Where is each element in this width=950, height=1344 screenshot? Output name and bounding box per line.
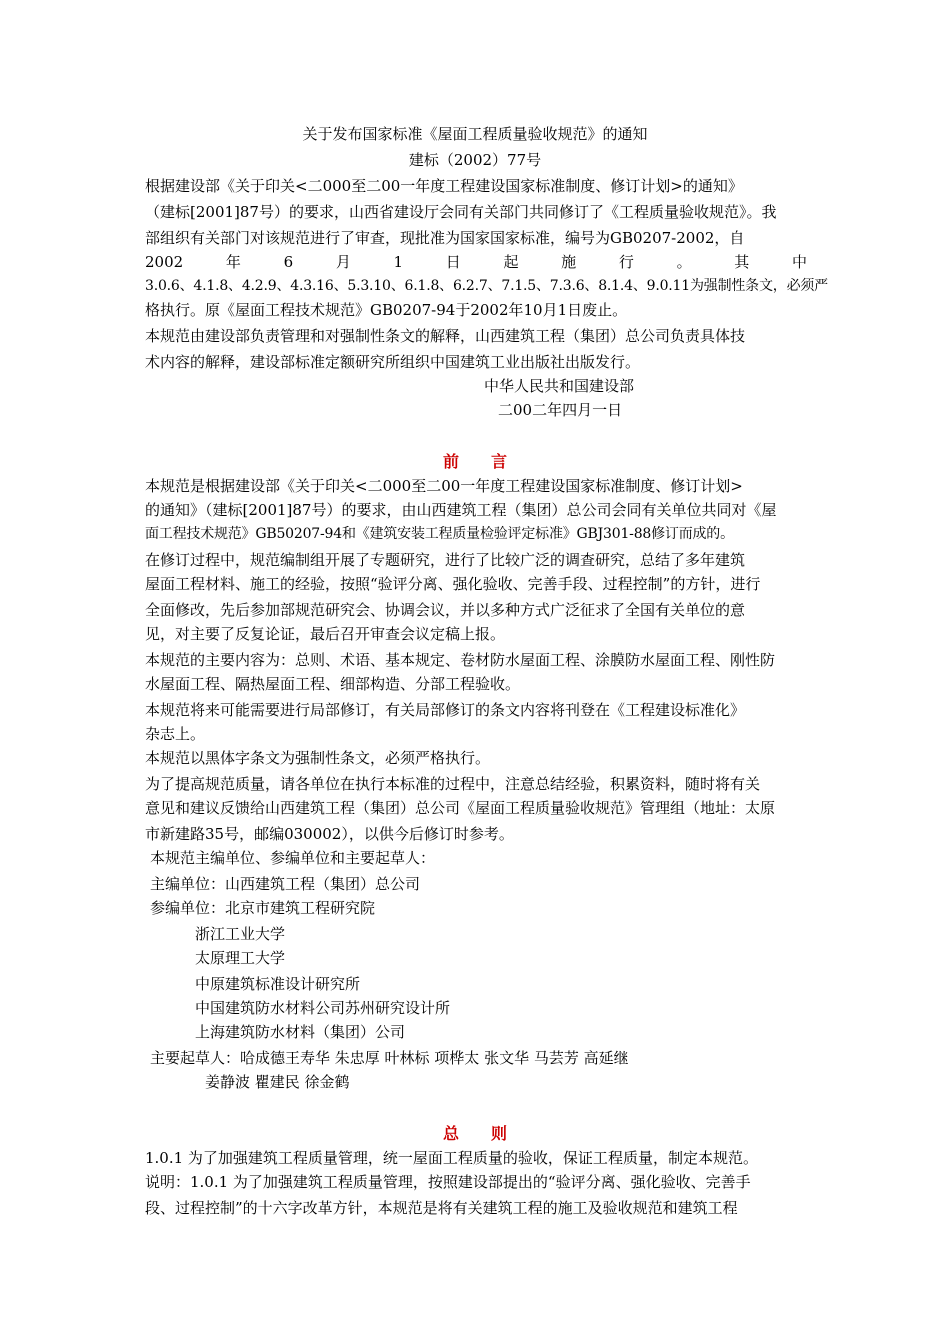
notice-paragraph-line: 术内容的解释，建设部标准定额研究所组织中国建筑工业出版社出版发行。 bbox=[145, 353, 641, 371]
general-heading: 总 则 bbox=[442, 1124, 507, 1143]
preface-heading: 前 言 bbox=[442, 452, 507, 471]
date-token: 1 bbox=[393, 253, 404, 271]
drafters-line: 姜静波 瞿建民 徐金鹤 bbox=[205, 1073, 350, 1091]
notice-paragraph-line: 3.0.6、4.1.8、4.2.9、4.3.16、5.3.10、6.1.8、6.2.7、7.1.5、7.3.6、8.1.4、9.0.11为强制性条文，必须严 bbox=[145, 278, 828, 294]
preface-line: 为了提高规范质量，请各单位在执行本标准的过程中，注意总结经验，积累资料，随时将有关 bbox=[145, 775, 761, 793]
date-token: 起 bbox=[503, 253, 519, 271]
general-line: 说明：1.0.1 为了加强建筑工程质量管理，按照建设部提出的“验评分离、强化验收、完善手 bbox=[145, 1173, 751, 1191]
participating-unit: 太原理工大学 bbox=[195, 949, 286, 967]
date-token: 日 bbox=[445, 253, 461, 271]
date-token: 月 bbox=[335, 253, 351, 271]
notice-paragraph-line: 根据建设部《关于印关<二000至二00一年度工程建设国家标准制度、修订计划>的通知》 bbox=[145, 177, 743, 195]
preface-line: 本规范是根据建设部《关于印关<二000至二00一年度工程建设国家标准制度、修订计划> bbox=[145, 477, 743, 495]
participating-unit: 中国建筑防水材料公司苏州研究设计所 bbox=[195, 999, 451, 1017]
preface-line: 本规范的主要内容为：总则、术语、基本规定、卷材防水屋面工程、涂膜防水屋面工程、刚性防 bbox=[145, 651, 776, 669]
date-token: 年 bbox=[225, 253, 241, 271]
notice-date: 二00二年四月一日 bbox=[498, 401, 623, 419]
notice-title: 关于发布国家标准《屋面工程质量验收规范》的通知 bbox=[302, 125, 648, 143]
drafters-line: 主要起草人：哈成德王寿华 朱忠厚 叶林标 项桦太 张文华 马芸芳 高延继 bbox=[150, 1049, 629, 1067]
participating-unit: 中原建筑标准设计研究所 bbox=[195, 975, 361, 993]
preface-line: 在修订过程中，规范编制组开展了专题研究，进行了比较广泛的调查研究，总结了多年建筑 bbox=[145, 551, 746, 569]
preface-line: 意见和建议反馈给山西建筑工程（集团）总公司《屋面工程质量验收规范》管理组（地址：太原 bbox=[145, 799, 776, 817]
preface-line: 本规范将来可能需要进行局部修订，有关局部修订的条文内容将刊登在《工程建设标准化》 bbox=[145, 701, 746, 719]
preface-line: 见，对主要了反复论证，最后召开审查会议定稿上报。 bbox=[145, 625, 506, 643]
preface-line: 市新建路35号，邮编030002），以供今后修订时参考。 bbox=[145, 825, 514, 843]
notice-doc-number: 建标（2002）77号 bbox=[408, 151, 542, 169]
date-token: 行 bbox=[618, 253, 634, 271]
general-line: 段、过程控制”的十六字改革方针，本规范是将有关建筑工程的施工及验收规范和建筑工程 bbox=[145, 1199, 738, 1217]
notice-paragraph-line: 格执行。原《屋面工程技术规范》GB0207-94于2002年10月1日废止。 bbox=[145, 301, 628, 319]
preface-line: 水屋面工程、隔热屋面工程、细部构造、分部工程验收。 bbox=[145, 675, 521, 693]
date-token: 。 bbox=[676, 253, 692, 271]
notice-issuer: 中华人民共和国建设部 bbox=[484, 377, 635, 395]
participating-unit: 浙江工业大学 bbox=[195, 925, 286, 943]
date-token: 其 bbox=[734, 253, 750, 271]
notice-paragraph-line: 本规范由建设部负责管理和对强制性条文的解释，山西建筑工程（集团）总公司负责具体技 bbox=[145, 327, 746, 345]
date-token: 施 bbox=[561, 253, 577, 271]
preface-line: 全面修改，先后参加部规范研究会、协调会议，并以多种方式广泛征求了全国有关单位的意 bbox=[145, 601, 746, 619]
date-token: 6 bbox=[283, 253, 294, 271]
preface-line: 面工程技术规范》GB50207-94和《建筑安装工程质量检验评定标准》GBJ301-88修订而成的。 bbox=[145, 526, 734, 542]
contributors-intro: 本规范主编单位、参编单位和主要起草人： bbox=[150, 849, 436, 867]
notice-paragraph-line: （建标[2001]87号）的要求，山西省建设厅会同有关部门共同修订了《工程质量验收规范》。我 bbox=[145, 203, 777, 221]
chief-unit: 主编单位：山西建筑工程（集团）总公司 bbox=[150, 875, 421, 893]
participating-unit: 上海建筑防水材料（集团）公司 bbox=[195, 1023, 406, 1041]
participating-units-label: 参编单位：北京市建筑工程研究院 bbox=[150, 899, 376, 917]
date-token: 2002 bbox=[145, 253, 184, 271]
notice-paragraph-line: 部组织有关部门对该规范进行了审查，现批准为国家国家标准，编号为GB0207-2002，自 bbox=[145, 229, 745, 247]
date-token: 中 bbox=[791, 253, 807, 271]
preface-line: 本规范以黑体字条文为强制性条文，必须严格执行。 bbox=[145, 749, 491, 767]
preface-line: 的通知》（建标[2001]87号）的要求，由山西建筑工程（集团）总公司会同有关单位共同对《屋 bbox=[145, 501, 777, 519]
preface-line: 杂志上。 bbox=[145, 725, 206, 743]
general-line: 1.0.1 为了加强建筑工程质量管理，统一屋面工程质量的验收，保证工程质量，制定本规范。 bbox=[145, 1149, 758, 1167]
notice-justified-line bbox=[145, 250, 807, 274]
preface-line: 屋面工程材料、施工的经验，按照“验评分离、强化验收、完善手段、过程控制”的方针，进行 bbox=[145, 575, 761, 593]
